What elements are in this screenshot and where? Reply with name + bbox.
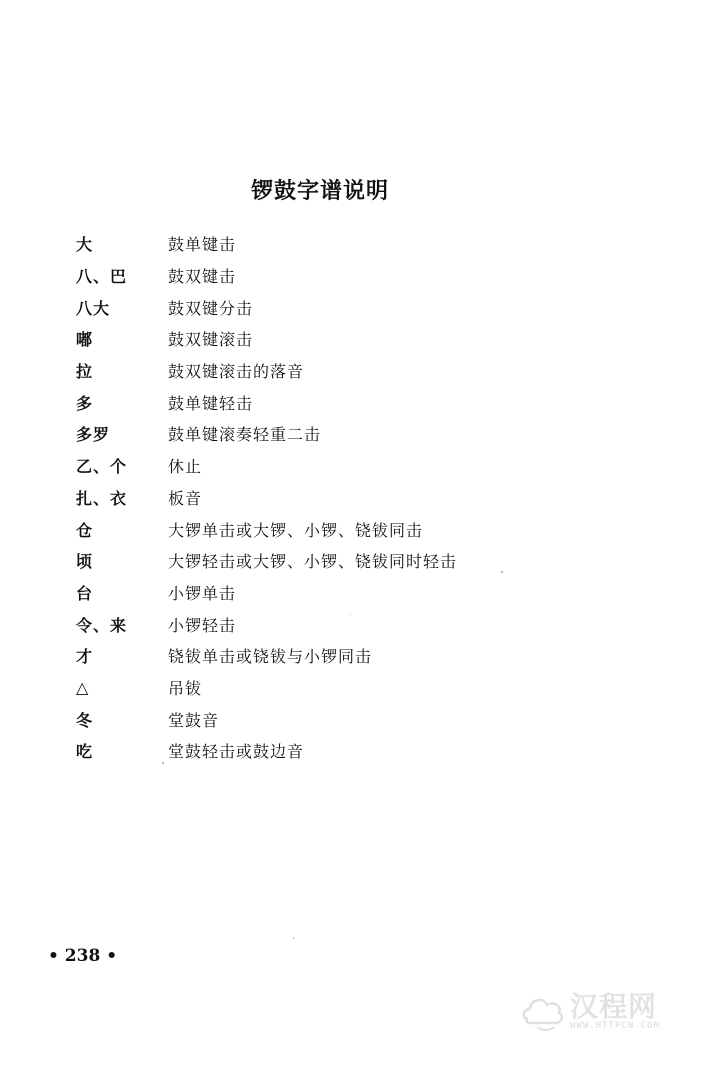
watermark-url: WWW.HTTPCN.COM (570, 1021, 660, 1031)
legend-symbol: 八、巴 (76, 267, 128, 287)
legend-meaning: 小锣单击 (168, 583, 237, 603)
scan-speck (293, 937, 294, 939)
legend-meaning: 小锣轻击 (168, 615, 237, 635)
legend-meaning: 鼓单键击 (168, 235, 237, 255)
notation-legend (76, 228, 636, 767)
legend-symbol: 乙、个 (76, 457, 128, 477)
legend-row (76, 355, 636, 387)
legend-meaning: 铙钹单击或铙钹与小锣同击 (168, 647, 373, 667)
legend-meaning: 鼓双键击 (168, 267, 237, 287)
legend-row (76, 323, 636, 355)
scan-speck (162, 762, 164, 764)
legend-meaning: 吊钹 (168, 678, 203, 698)
legend-symbol: 冬 (76, 710, 94, 730)
legend-row (76, 703, 636, 735)
legend-row (76, 545, 636, 577)
legend-symbol: 拉 (76, 362, 94, 382)
legend-symbol: 台 (76, 583, 94, 603)
legend-row (76, 418, 636, 450)
legend-meaning: 鼓双键滚击的落音 (168, 362, 305, 382)
legend-symbol: 顷 (76, 552, 94, 572)
legend-row (76, 260, 636, 292)
legend-symbol: 吃 (76, 742, 94, 762)
legend-meaning: 大锣轻击或大锣、小锣、铙钹同时轻击 (168, 552, 458, 572)
legend-row (76, 291, 636, 323)
page-title: 锣鼓字谱说明 (250, 179, 389, 204)
legend-symbol: 仓 (76, 520, 94, 540)
legend-meaning: 鼓双键分击 (168, 298, 254, 318)
legend-meaning: 鼓双键滚击 (168, 330, 254, 350)
cloud-logo-icon (520, 989, 566, 1037)
legend-row (76, 608, 636, 640)
watermark (512, 983, 692, 1039)
legend-row (76, 482, 636, 514)
legend-meaning: 板音 (168, 488, 203, 508)
legend-row (76, 735, 636, 767)
legend-symbol: 扎、衣 (76, 488, 128, 508)
legend-meaning: 大锣单击或大锣、小锣、铙钹同击 (168, 520, 424, 540)
legend-symbol: 才 (76, 647, 94, 667)
legend-symbol: 八大 (76, 298, 111, 318)
legend-row (76, 577, 636, 609)
legend-row (76, 386, 636, 418)
legend-symbol: 令、来 (76, 615, 128, 635)
legend-meaning: 鼓单键轻击 (168, 393, 254, 413)
legend-meaning: 休止 (168, 457, 203, 477)
legend-row (76, 228, 636, 260)
legend-symbol: 多 (76, 393, 94, 413)
legend-meaning: 堂鼓轻击或鼓边音 (168, 742, 305, 762)
legend-row (76, 513, 636, 545)
legend-symbol: 大 (76, 235, 94, 255)
legend-symbol: △ (76, 677, 90, 697)
legend-row (76, 450, 636, 482)
watermark-text: 汉程网 (570, 990, 658, 1023)
legend-meaning: 堂鼓音 (168, 710, 220, 730)
legend-symbol: 嘟 (76, 330, 94, 350)
legend-symbol: 多罗 (76, 425, 111, 445)
legend-row (76, 640, 636, 672)
legend-meaning: 鼓单键滚奏轻重二击 (168, 425, 322, 445)
legend-row (76, 672, 636, 704)
page-number: • 238 • (48, 946, 118, 966)
scan-speck (350, 614, 351, 615)
scan-speck (501, 571, 503, 573)
